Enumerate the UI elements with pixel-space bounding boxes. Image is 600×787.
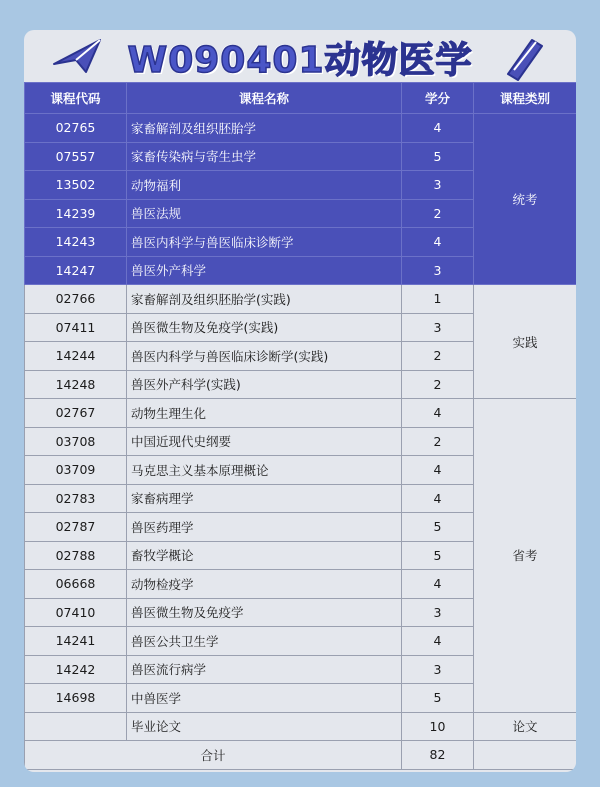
course-name-cell: 动物生理生化	[127, 399, 402, 428]
course-code-cell: 02766	[25, 285, 127, 314]
course-name-cell: 毕业论文	[127, 712, 402, 741]
total-label: 合计	[25, 741, 402, 770]
course-credit-cell: 10	[402, 712, 474, 741]
pencil-icon	[500, 34, 548, 82]
header-code: 课程代码	[25, 83, 127, 114]
course-credit-cell: 3	[402, 313, 474, 342]
header-category: 课程类别	[474, 83, 577, 114]
course-code-cell: 14242	[25, 655, 127, 684]
curriculum-table	[24, 82, 576, 770]
table-body	[25, 114, 577, 770]
course-name-cell: 兽医外产科学	[127, 256, 402, 285]
course-code-cell: 14239	[25, 199, 127, 228]
course-code-cell: 14244	[25, 342, 127, 371]
course-code-cell: 14698	[25, 684, 127, 713]
table-row	[25, 399, 577, 428]
course-name-cell: 马克思主义基本原理概论	[127, 456, 402, 485]
course-credit-cell: 4	[402, 570, 474, 599]
course-code-cell: 02765	[25, 114, 127, 143]
course-code-cell: 14248	[25, 370, 127, 399]
table-row	[25, 114, 577, 143]
course-credit-cell: 3	[402, 256, 474, 285]
course-credit-cell: 5	[402, 684, 474, 713]
course-credit-cell: 5	[402, 513, 474, 542]
title-banner	[24, 30, 576, 82]
table-row	[25, 712, 577, 741]
course-name-cell: 家畜解剖及组织胚胎学(实践)	[127, 285, 402, 314]
course-credit-cell: 1	[402, 285, 474, 314]
table-row	[25, 285, 577, 314]
course-code-cell: 02783	[25, 484, 127, 513]
course-code-cell: 07557	[25, 142, 127, 171]
course-credit-cell: 4	[402, 627, 474, 656]
course-name-cell: 兽医流行病学	[127, 655, 402, 684]
course-name-cell: 兽医内科学与兽医临床诊断学	[127, 228, 402, 257]
curriculum-card	[24, 30, 576, 772]
course-code-cell: 13502	[25, 171, 127, 200]
course-name-cell: 兽医内科学与兽医临床诊断学(实践)	[127, 342, 402, 371]
table-header-row	[25, 83, 577, 114]
course-credit-cell: 3	[402, 171, 474, 200]
course-credit-cell: 2	[402, 342, 474, 371]
course-credit-cell: 4	[402, 114, 474, 143]
course-credit-cell: 4	[402, 228, 474, 257]
total-credit: 82	[402, 741, 474, 770]
course-code-cell: 02788	[25, 541, 127, 570]
course-credit-cell: 5	[402, 142, 474, 171]
course-name-cell: 兽医微生物及免疫学(实践)	[127, 313, 402, 342]
course-name-cell: 中兽医学	[127, 684, 402, 713]
course-credit-cell: 3	[402, 598, 474, 627]
course-code-cell: 07411	[25, 313, 127, 342]
course-name-cell: 兽医公共卫生学	[127, 627, 402, 656]
course-code-cell: 14241	[25, 627, 127, 656]
course-code-cell: 02787	[25, 513, 127, 542]
course-category-cell: 省考	[474, 399, 577, 713]
course-credit-cell: 4	[402, 484, 474, 513]
course-code-cell: 14243	[25, 228, 127, 257]
header-name: 课程名称	[127, 83, 402, 114]
course-name-cell: 兽医微生物及免疫学	[127, 598, 402, 627]
course-name-cell: 家畜解剖及组织胚胎学	[127, 114, 402, 143]
course-name-cell: 动物检疫学	[127, 570, 402, 599]
course-category-cell: 实践	[474, 285, 577, 399]
course-category-cell: 统考	[474, 114, 577, 285]
course-code-cell: 06668	[25, 570, 127, 599]
course-category-cell: 论文	[474, 712, 577, 741]
course-name-cell: 兽医外产科学(实践)	[127, 370, 402, 399]
course-code-cell: 14247	[25, 256, 127, 285]
course-code-cell: 03708	[25, 427, 127, 456]
course-name-cell: 中国近现代史纲要	[127, 427, 402, 456]
page-title: W090401动物医学	[127, 40, 473, 81]
course-name-cell: 家畜传染病与寄生虫学	[127, 142, 402, 171]
total-row	[25, 741, 577, 770]
course-credit-cell: 2	[402, 370, 474, 399]
course-code-cell: 03709	[25, 456, 127, 485]
course-code-cell: 02767	[25, 399, 127, 428]
course-name-cell: 畜牧学概论	[127, 541, 402, 570]
course-credit-cell: 2	[402, 427, 474, 456]
header-credit: 学分	[402, 83, 474, 114]
course-credit-cell: 2	[402, 199, 474, 228]
course-name-cell: 家畜病理学	[127, 484, 402, 513]
course-credit-cell: 5	[402, 541, 474, 570]
course-credit-cell: 3	[402, 655, 474, 684]
course-credit-cell: 4	[402, 399, 474, 428]
course-name-cell: 动物福利	[127, 171, 402, 200]
total-empty-cell	[474, 741, 577, 770]
course-name-cell: 兽医法规	[127, 199, 402, 228]
course-code-cell: 07410	[25, 598, 127, 627]
course-code-cell	[25, 712, 127, 741]
course-name-cell: 兽医药理学	[127, 513, 402, 542]
course-credit-cell: 4	[402, 456, 474, 485]
